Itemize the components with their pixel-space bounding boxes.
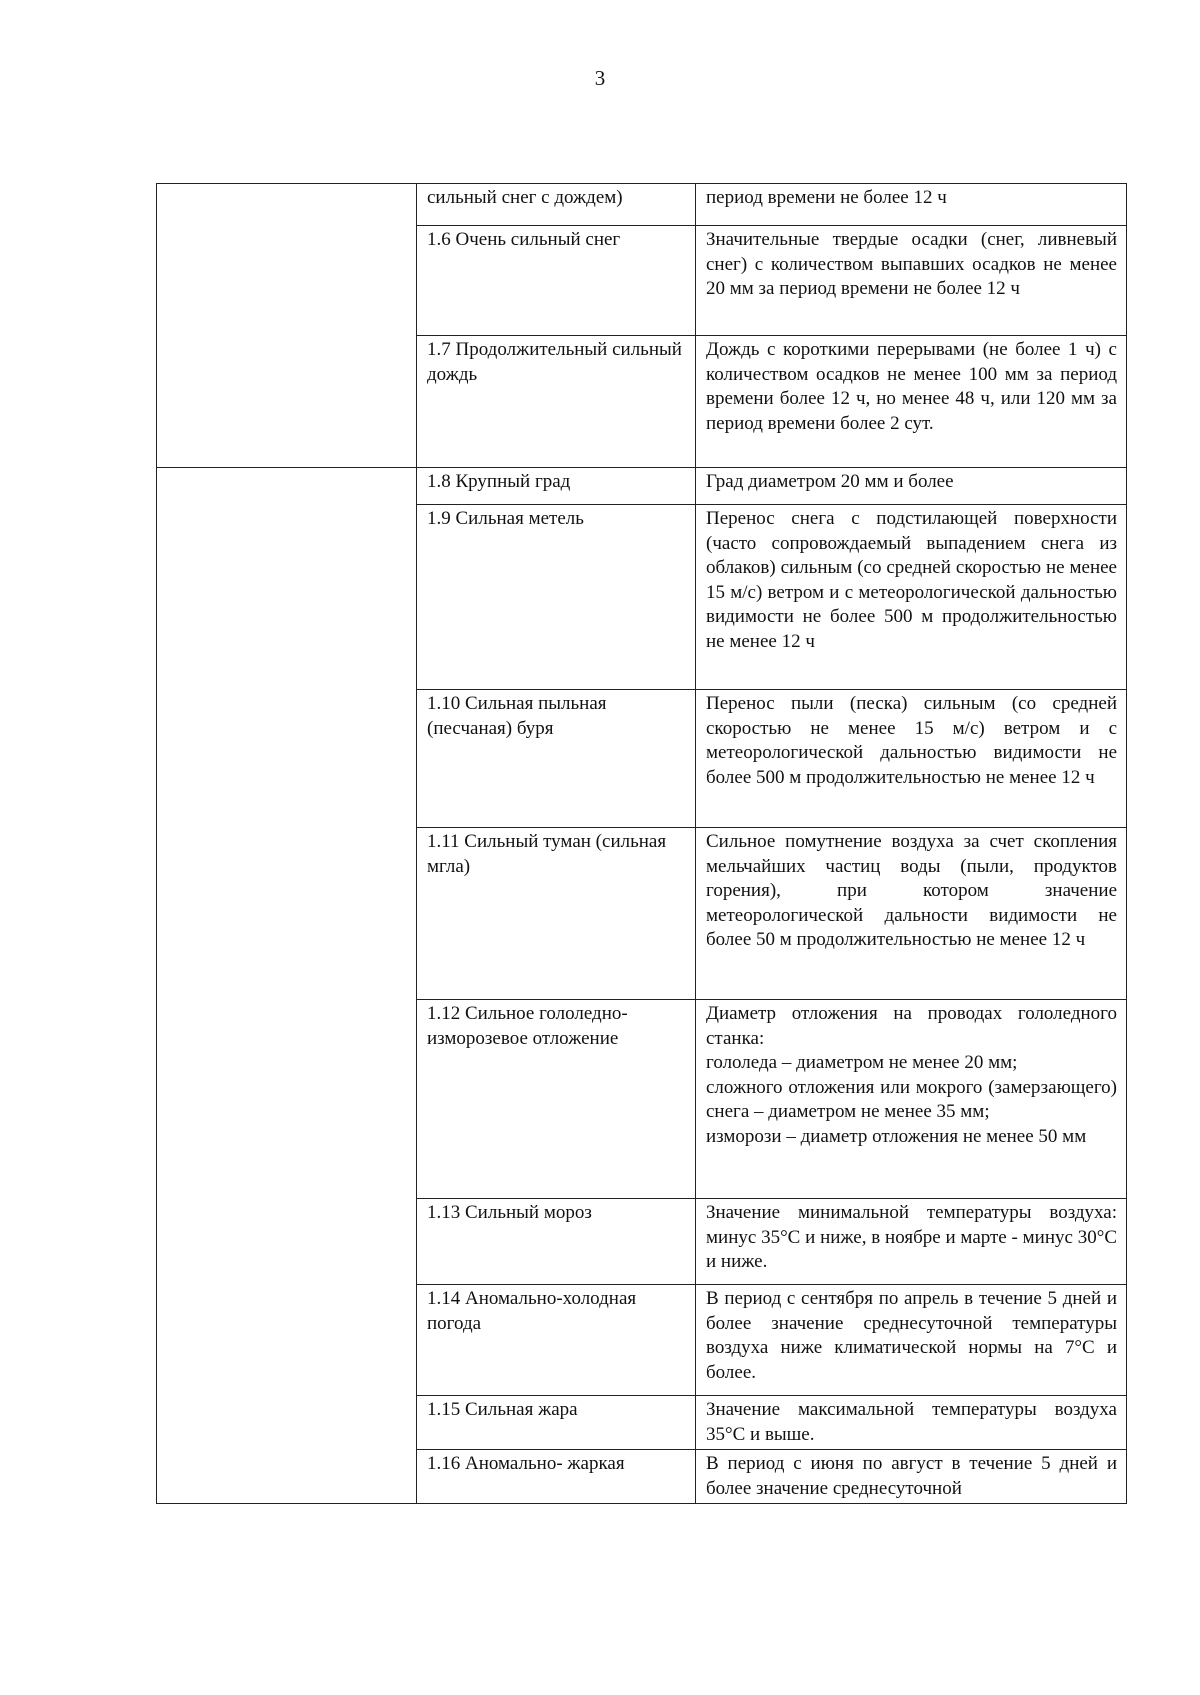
criteria-line: Значительные твердые осадки (снег, ливневый снег) с количеством выпавших осадков не менее 20 мм за период времени не более 12 ч bbox=[706, 229, 1117, 299]
hazard-name: сильный снег с дождем) bbox=[417, 184, 696, 226]
criteria-line: Перенос снега с подстилающей поверхности (часто сопровождаемый выпадением снега из облаков) сильным (со средней скоростью не менее 15 м/с) ветром и с метеорологической дальностью видимости не более 500 м продолжительностью не менее 12 ч bbox=[706, 508, 1117, 652]
hazard-criteria bbox=[696, 1396, 1127, 1450]
hazard-name: 1.16 Аномально- жаркая bbox=[417, 1450, 696, 1504]
table-row bbox=[157, 184, 1127, 226]
hazard-name: 1.6 Очень сильный снег bbox=[417, 226, 696, 336]
hazard-name: 1.15 Сильная жара bbox=[417, 1396, 696, 1450]
hazard-criteria bbox=[696, 468, 1127, 505]
hazard-name: 1.13 Сильный мороз bbox=[417, 1199, 696, 1285]
category-cell bbox=[157, 184, 417, 468]
category-cell bbox=[157, 468, 417, 1504]
hazard-criteria bbox=[696, 690, 1127, 828]
hazard-name: 1.14 Аномально-холодная погода bbox=[417, 1285, 696, 1396]
hazard-criteria bbox=[696, 828, 1127, 1000]
hazard-criteria-table bbox=[156, 183, 1127, 1504]
hazard-criteria bbox=[696, 1000, 1127, 1199]
hazard-criteria bbox=[696, 1450, 1127, 1504]
criteria-line: В период с июня по август в течение 5 дней и более значение среднесуточной bbox=[706, 1453, 1117, 1499]
criteria-line: Значение максимальной температуры воздуха 35°С и выше. bbox=[706, 1399, 1117, 1445]
criteria-line: период времени не более 12 ч bbox=[706, 187, 947, 208]
criteria-line: сложного отложения или мокрого (замерзающего) снега – диаметром не менее 35 мм; bbox=[706, 1076, 1117, 1122]
criteria-line: гололеда – диаметром не менее 20 мм; bbox=[706, 1052, 1018, 1073]
criteria-line: Дождь с короткими перерывами (не более 1 ч) с количеством осадков не менее 100 мм за период времени более 12 ч, но менее 48 ч, или 120 мм за период времени более 2 сут. bbox=[706, 339, 1117, 434]
hazard-criteria bbox=[696, 226, 1127, 336]
criteria-line: Сильное помутнение воздуха за счет скопления мельчайших частиц воды (пыли, продуктов горения), при котором значение метеорологической дальности видимости не более 50 м продолжительностью не менее 12 ч bbox=[706, 831, 1117, 950]
criteria-line: В период с сентября по апрель в течение 5 дней и более значение среднесуточной температуры воздуха ниже климатической нормы на 7°С и более. bbox=[706, 1288, 1117, 1383]
hazard-name: 1.7 Продолжительный сильный дождь bbox=[417, 336, 696, 468]
criteria-line: Значение минимальной температуры воздуха: минус 35°С и ниже, в ноябре и марте - минус 30°С и ниже. bbox=[706, 1202, 1117, 1272]
criteria-line: Диаметр отложения на проводах гололедного станка: bbox=[706, 1003, 1117, 1049]
criteria-line: Перенос пыли (песка) сильным (со средней скоростью не менее 15 м/с) ветром и с метеорологической дальностью видимости не более 500 м продолжительностью не менее 12 ч bbox=[706, 693, 1117, 788]
page-number: 3 bbox=[594, 66, 606, 90]
table-row bbox=[157, 468, 1127, 505]
hazard-criteria bbox=[696, 1199, 1127, 1285]
hazard-name: 1.9 Сильная метель bbox=[417, 505, 696, 690]
hazard-criteria bbox=[696, 505, 1127, 690]
criteria-line: Град диаметром 20 мм и более bbox=[706, 471, 954, 492]
hazard-name: 1.10 Сильная пыльная (песчаная) буря bbox=[417, 690, 696, 828]
hazard-criteria bbox=[696, 1285, 1127, 1396]
hazard-criteria bbox=[696, 336, 1127, 468]
hazard-criteria bbox=[696, 184, 1127, 226]
criteria-line: изморози – диаметр отложения не менее 50 мм bbox=[706, 1125, 1087, 1147]
hazard-name: 1.12 Сильное гололедно-изморозевое отложение bbox=[417, 1000, 696, 1199]
hazard-name: 1.8 Крупный град bbox=[417, 468, 696, 505]
hazard-name: 1.11 Сильный туман (сильная мгла) bbox=[417, 828, 696, 1000]
